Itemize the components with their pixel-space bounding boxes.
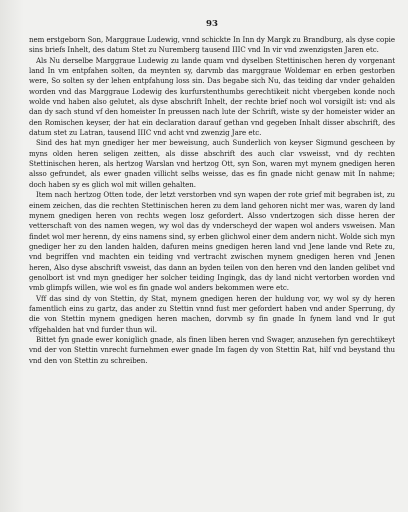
paragraph-5: Vff das sind dy von Stettin, dy Stat, mynem gnedigen heren der huldung vor, wy wol sy dy heren famentlich eins zu gartz, das ander zu Stettin vnnd fust mer gefordert haben vnd ander Sperrung, dy die von Stettin mynem gnedigen heren machen, dorvmb sy fin gnade In fynem land vnd Ir gut vffgehalden hat vnd furder thun wil.: [29, 293, 395, 334]
paragraph-1: nem erstgeborn Son, Marggraue Ludewig, vnnd schickte In Inn dy Margk zu Brandburg, als dyse copie sins briefs Inhelt, des datum Stet zu Nuremberg tausend IIIC vnd In vir vnd zwenzigsten Jaren etc.: [29, 35, 395, 55]
paragraph-4: Item nach hertzog Otten tode, der letzt verstorben vnd syn wapen der rote grief mit begraben ist, zu einem zeichen, das die rechten Stettinischen heren zu dem land gehoren nicht mer was, waren dy land mynem gnedigen heren von rechts wegen losz gefordert. Alsso vndertzogen sich disse heren der vetterschaft von des namen wegen, wy wol das dy vnderscheyd der wapen wol anders vsweisen. Man findet wol mer herenn, dy eins namens sind, sy erben glichwol einer dem andern nicht. Wolde sich myn gnediger her zu den landen halden, dafuren meins gnedigen heren land vnd Jene lande vnd Rete zu, vnd begriffen vnd machten ein teiding vnd vertracht zwischen mynem gnedigen heren vnd Jenen heren, Also dyse abschrift vsweist, das dann an byden teilen von den heren vnd den landen gelibet vnd genolbort ist vnd myn gnediger her solcher teiding Ingingk, das dy land nicht vertorben worden vnd vmb glimpfs willen, wie wol es fin gnade wol anders bekommen were etc.: [29, 190, 395, 293]
paragraph-6: Bittet fyn gnade ewer koniglich gnade, als finen liben heren vnd Swager, anzusehen fyn gerechtikeyt vnd der von Stettin vnrecht furnehmen ewer gnade Im fagen dy von Stettin Rat, hilf vnd beystand thu vnd den von Stettin zu schreiben.: [29, 334, 395, 365]
page-number: 93: [206, 19, 218, 29]
body-text: [29, 35, 395, 366]
paragraph-3: Sind des hat myn gnediger her mer beweisung, auch Sunderlich von keyser Sigmund gescheen by myns olden heren seligen zeitten, als disse abschrift des auch clar vsweisst, vnd dy rechten Stettinischen heren, als hertzog Warslan vnd hertzog Ott, syn Son, waren myt mynem gnedigen heren alsso gefrundet, als ewer gnaden villicht selbs weisse, das es fin gnade nicht genaw mit In nahme; doch haben sy es glich wol mit willen gehalten.: [29, 138, 395, 189]
page-edge-shadow: [0, 0, 24, 512]
paragraph-2: Als Nu derselbe Marggraue Ludewig zu lande quam vnd dyselben Stettinischen heren dy vorgenant land In vm entpfahen solten, da meynten sy, darvmb das marggraue Woldemar en erben gestorben were, So solten sy der lehen entpfahung loss sin. Das begabe sich Nu, das teiding dar vnder gehalden worden vnd das Marggraue Lodewig des kurfurstenthumbs gerechtikeit nicht vbergeben konde noch wolde vnd haben also gelutet, als dyse abschrift Inhelt, der rechte brief noch wol vorsigilt ist: vnd als dan dy sach stund vf den homeister In preussen nach lute der Schrift, wiste sy der homeister wider an den Romischen keyser, der hat ein declaration darauf gethan vnd gegeben Inhalt disser abschrift, des datum stet zu Latran, tausend IIIC vnd acht vnd zwenzig Jare etc.: [29, 55, 395, 138]
